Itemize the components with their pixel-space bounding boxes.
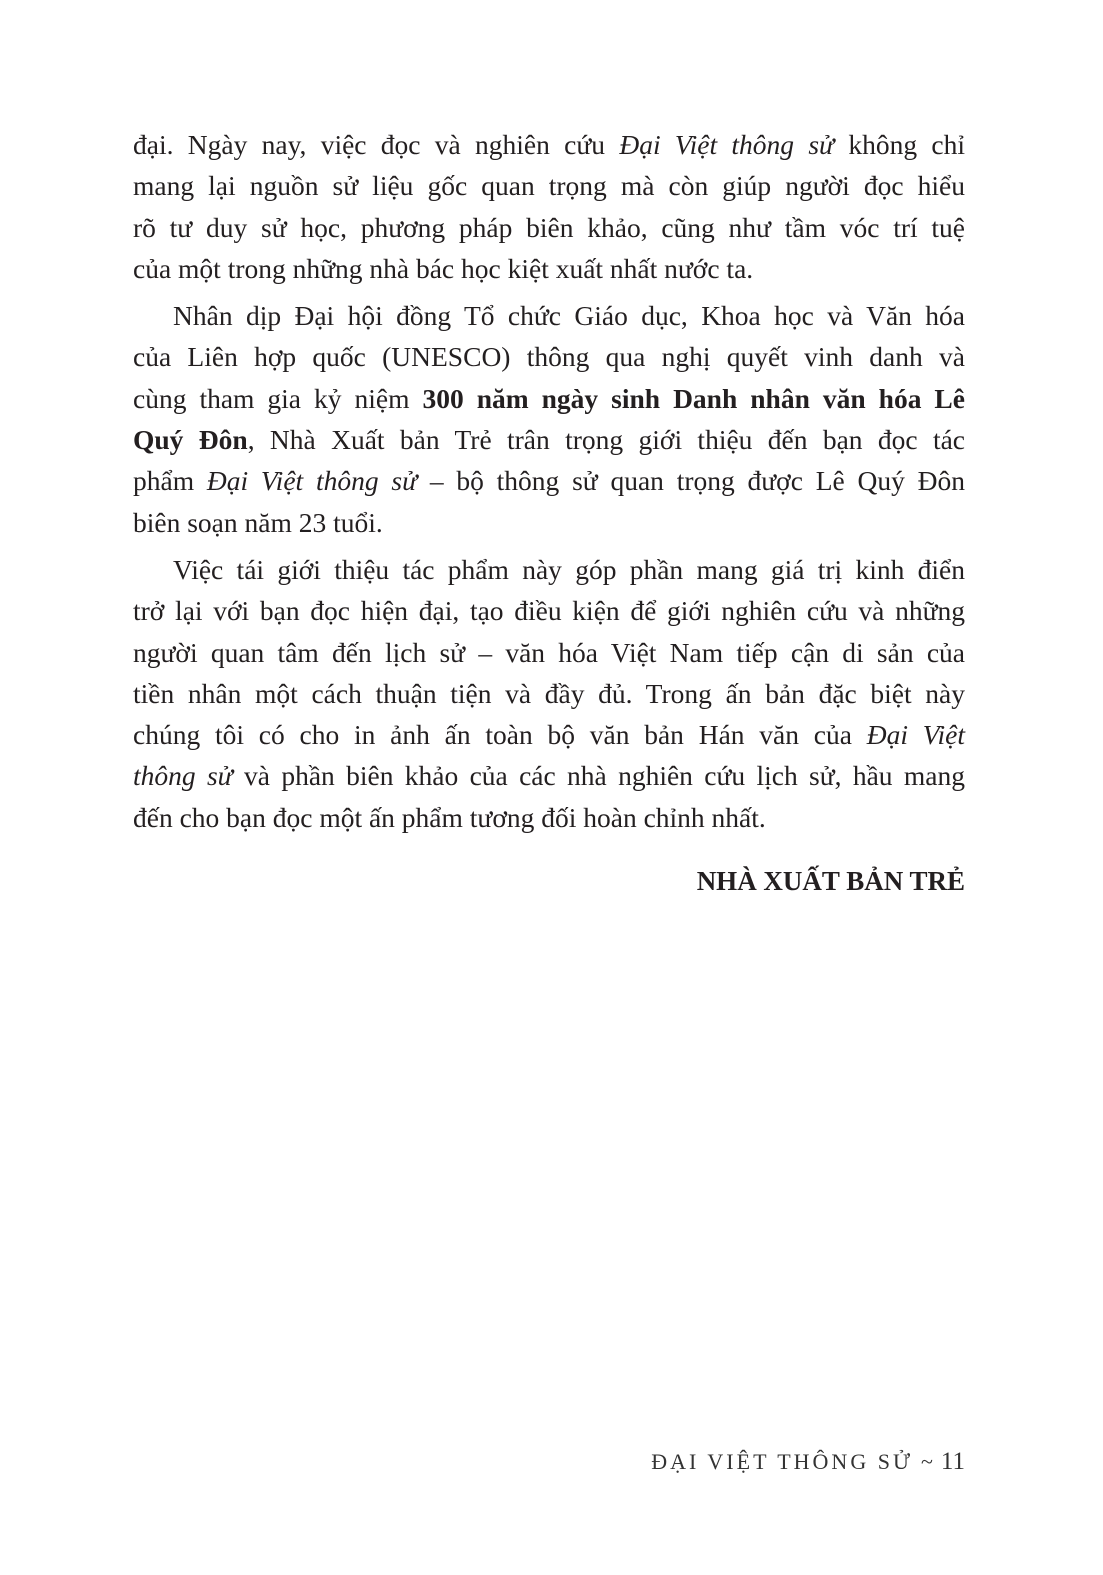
paragraph xyxy=(133,295,965,543)
italic-title: Đại Việt thông sử xyxy=(619,129,835,160)
text-run: đại. Ngày nay, việc đọc và nghiên cứu xyxy=(133,129,620,160)
text-run: biên soạn năm 23 tuổi. xyxy=(133,506,383,538)
text-line xyxy=(133,714,965,755)
publisher-signature: NHÀ XUẤT BẢN TRẺ xyxy=(696,866,965,896)
text-line xyxy=(133,336,965,377)
text-run: của Liên hợp quốc (UNESCO) thông qua nghị quyết vinh danh và xyxy=(133,341,965,373)
bold-text: 300 năm ngày sinh Danh nhân văn hóa Lê xyxy=(422,382,965,414)
text-line xyxy=(133,295,965,336)
paragraph xyxy=(133,124,965,289)
text-run: , Nhà Xuất bản Trẻ trân trọng giới thiệu đến bạn đọc tác xyxy=(247,424,965,456)
text-line xyxy=(133,549,965,590)
text-run: của một trong những nhà bác học kiệt xuất nhất nước ta. xyxy=(133,252,754,284)
footer-book-title: ĐẠI VIỆT THÔNG SỬ xyxy=(651,1449,914,1474)
text-run: và phần biên khảo của các nhà nghiên cứu lịch sử, hầu mang xyxy=(232,760,965,792)
text-line xyxy=(133,755,965,796)
page-number: 11 xyxy=(940,1448,965,1475)
italic-title: Đại Việt xyxy=(866,719,965,751)
body-text xyxy=(133,124,965,844)
text-line xyxy=(133,673,965,714)
text-run: người quan tâm đến lịch sử – văn hóa Việt Nam tiếp cận di sản của xyxy=(133,636,965,668)
text-run: chúng tôi có cho in ảnh ấn toàn bộ văn bản Hán văn của xyxy=(133,719,867,751)
text-line xyxy=(133,590,965,631)
text-run: Việc tái giới thiệu tác phẩm này góp phần mang giá trị kinh điển xyxy=(173,553,965,585)
text-run: phẩm xyxy=(133,465,207,497)
text-run: Nhân dịp Đại hội đồng Tổ chức Giáo dục, Khoa học và Văn hóa xyxy=(173,300,965,332)
text-line xyxy=(133,207,965,248)
text-line xyxy=(133,460,965,501)
text-run: – bộ thông sử quan trọng được Lê Quý Đôn xyxy=(417,465,965,497)
text-line xyxy=(133,419,965,460)
text-run: rõ tư duy sử học, phương pháp biên khảo, cũng như tầm vóc trí tuệ xyxy=(133,211,965,243)
footer-separator: ~ xyxy=(921,1449,933,1474)
running-footer xyxy=(651,1448,965,1476)
text-line xyxy=(133,378,965,419)
bold-text: Quý Đôn xyxy=(133,424,248,456)
paragraph xyxy=(133,549,965,838)
text-run: đến cho bạn đọc một ấn phẩm tương đối hoàn chỉnh nhất. xyxy=(133,801,766,833)
text-run: không chỉ xyxy=(834,129,965,160)
text-line xyxy=(133,797,965,838)
text-line xyxy=(133,165,965,206)
text-run: cùng tham gia kỷ niệm xyxy=(133,382,423,414)
italic-title: Đại Việt thông sử xyxy=(206,465,418,497)
text-line xyxy=(133,124,965,165)
text-run: mang lại nguồn sử liệu gốc quan trọng mà còn giúp người đọc hiểu xyxy=(133,170,965,202)
text-run: tiền nhân một cách thuận tiện và đầy đủ. Trong ấn bản đặc biệt này xyxy=(133,677,965,709)
italic-title: thông sử xyxy=(133,760,233,792)
text-line xyxy=(133,502,965,543)
text-line xyxy=(133,632,965,673)
text-line xyxy=(133,248,965,289)
text-run: trở lại với bạn đọc hiện đại, tạo điều kiện để giới nghiên cứu và những xyxy=(133,595,965,627)
